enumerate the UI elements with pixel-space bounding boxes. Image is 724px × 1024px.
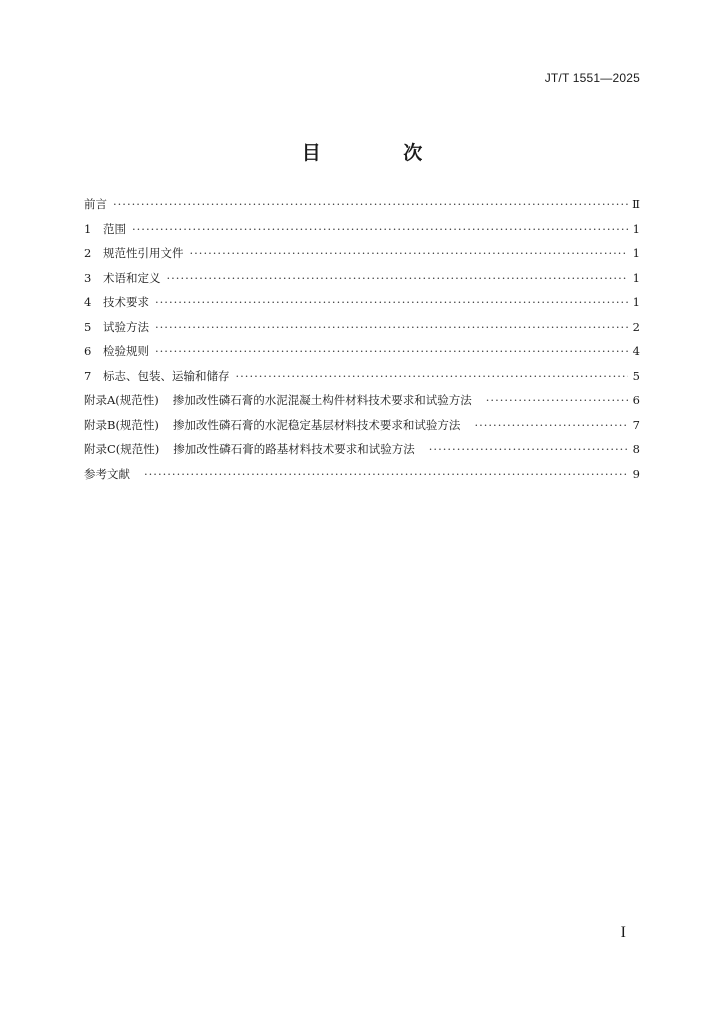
- toc-annex-label: 附录A(规范性): [84, 393, 159, 407]
- toc-label: 掺加改性磷石膏的水泥混凝土构件材料技术要求和试验方法: [172, 393, 472, 407]
- toc-leader-dots: [474, 418, 628, 432]
- toc-annex-label: 附录B(规范性): [84, 417, 159, 432]
- toc-label: 试验方法: [103, 319, 149, 334]
- toc-label: 参考文献: [84, 466, 130, 481]
- toc-leader-dots: [155, 344, 628, 358]
- toc-page-number: 4: [632, 344, 640, 358]
- toc-page-number: 7: [632, 417, 640, 432]
- toc-label: 标志、包装、运输和储存: [103, 368, 230, 383]
- toc-item-annex-b[interactable]: [84, 417, 640, 442]
- toc-item-foreword[interactable]: [84, 196, 640, 221]
- toc-item-technical-requirements[interactable]: [84, 294, 640, 319]
- toc-number: 7: [84, 368, 92, 383]
- toc-page-number: 1: [632, 295, 640, 309]
- toc-page-number: 2: [632, 319, 640, 334]
- toc-item-annex-c[interactable]: [84, 441, 640, 466]
- toc-page-number: 1: [632, 246, 640, 260]
- toc-number: 2: [84, 246, 92, 260]
- toc-leader-dots: [132, 222, 628, 236]
- toc-label: 技术要求: [103, 295, 149, 309]
- toc-page-number: 9: [632, 466, 640, 481]
- toc-label: 检验规则: [103, 344, 149, 358]
- toc-leader-dots: [144, 467, 628, 481]
- table-of-contents: [84, 196, 640, 490]
- page-number: I: [620, 924, 626, 941]
- toc-item-annex-a[interactable]: [84, 392, 640, 417]
- toc-page-number: 1: [632, 270, 640, 285]
- toc-number: 3: [84, 270, 92, 285]
- toc-page-number: 8: [632, 442, 640, 456]
- toc-leader-dots: [190, 246, 629, 260]
- toc-number: 5: [84, 319, 92, 334]
- toc-label: 掺加改性磷石膏的水泥稳定基层材料技术要求和试验方法: [172, 417, 461, 432]
- toc-label: 术语和定义: [103, 270, 161, 285]
- toc-number: 1: [84, 221, 92, 236]
- toc-leader-dots: [155, 295, 628, 309]
- toc-leader-dots: [167, 271, 629, 285]
- toc-leader-dots: [113, 197, 628, 211]
- toc-item-bibliography[interactable]: [84, 466, 640, 491]
- toc-number: 6: [84, 344, 92, 358]
- toc-page-number: 5: [632, 368, 640, 383]
- toc-leader-dots: [486, 393, 628, 407]
- toc-page-number: 1: [632, 221, 640, 236]
- toc-annex-label: 附录C(规范性): [84, 442, 160, 456]
- toc-leader-dots: [429, 442, 628, 456]
- toc-item-test-methods[interactable]: [84, 319, 640, 344]
- toc-item-terms-definitions[interactable]: [84, 270, 640, 295]
- toc-item-normative-references[interactable]: [84, 245, 640, 270]
- toc-leader-dots: [155, 320, 628, 334]
- toc-item-marking-packaging[interactable]: [84, 368, 640, 393]
- toc-page-number: 6: [632, 393, 640, 407]
- toc-label: 范围: [103, 221, 126, 236]
- toc-item-inspection-rules[interactable]: [84, 343, 640, 368]
- page-title: 目 次: [301, 142, 461, 164]
- toc-page-number: Ⅱ: [632, 197, 640, 211]
- toc-leader-dots: [236, 369, 629, 383]
- toc-number: 4: [84, 295, 92, 309]
- toc-label: 规范性引用文件: [103, 246, 184, 260]
- document-code: JT/T 1551—2025: [544, 71, 640, 85]
- toc-item-scope[interactable]: [84, 221, 640, 246]
- toc-label: 前言: [84, 197, 107, 211]
- toc-label: 掺加改性磷石膏的路基材料技术要求和试验方法: [173, 442, 415, 456]
